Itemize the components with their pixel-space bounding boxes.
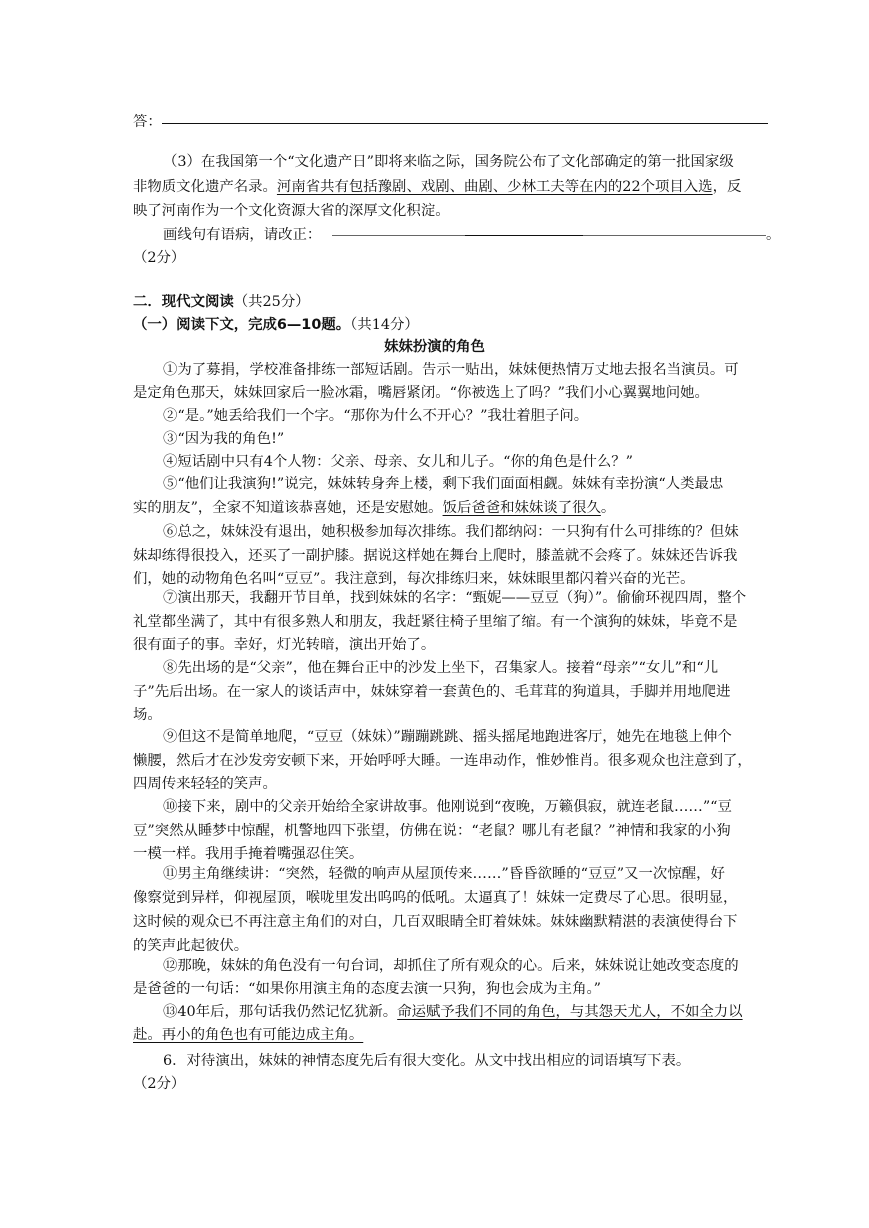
p9-line3: 四周传来轻轻的笑声。 [133,776,277,792]
p13-underlined-part1: 命运赋予我们不同的角色，与其怨天尤人，不如全力以 [397,1004,743,1020]
section2-subheading [133,313,419,334]
article-title: 妹妹扮演的角色 [384,339,485,355]
q3-prompt: 画线句有语病，请改正： [163,227,322,243]
section2-subheading-score: （共14分） [350,317,419,333]
p5-line2 [133,496,773,517]
p12-line2: 是爸爸的一句话：“如果你用演主角的态度去演一只狗，狗也会成为主角。” [133,981,602,997]
p11-line4: 的笑声此起彼伏。 [133,938,249,954]
q3-line3: 映了河南作为一个文化资源大省的深厚文化积淀。 [133,203,450,219]
p7-line2: 礼堂都坐满了，其中有很多熟人和朋友，我赶紧往椅子里缩了缩。有一个演狗的妹妹，毕竟不是 [133,614,738,630]
p13-line2 [133,1023,773,1044]
p5-line2-plain: 实的朋友”，全家不知道该恭喜她，还是安慰她。 [133,500,443,516]
p9-line2: 懒腰，然后才在沙发旁安顿下来，开始呼呼大睡。一连串动作，惟妙惟肖。很多观众也注意到了， [133,753,752,769]
p11-line1: ⑪男主角继续讲：“突然，轻微的响声从屋顶传来……”昏昏欲睡的“豆豆”又一次惊醒，好 [163,866,725,882]
section2-heading [133,290,310,311]
p10-line2: 豆”突然从睡梦中惊醒，机警地四下张望，仿佛在说：“老鼠？哪儿有老鼠？”神情和我家的小狗 [133,823,731,839]
section2-score: （共25分） [233,294,310,310]
p13-plain: ⑬40年后，那句话我仍然记忆犹新。 [163,1004,398,1020]
p13-underlined-part2: 赴。再小的角色也有可能边成主角。 [133,1027,364,1043]
q3-line2-tail: ，反 [712,179,742,195]
q3-points: （2分） [133,250,186,266]
p13-line1 [163,1000,803,1021]
p5-end: 。 [600,500,616,516]
p7-line3: 很有面子的事。幸好，灯光转暗，演出开始了。 [133,637,436,653]
answer-label: 答： [133,114,162,130]
p1-line2: 是定角色那天，妹妹回家后一脸冰霜，嘴唇紧闭。“你被选上了吗？”我们小心翼翼地问她。 [133,385,709,401]
p11-line3: 这时候的观众已不再注意主角们的对白，几百双眼睛全盯着妹妹。妹妹幽默精湛的表演使得台下 [133,914,738,930]
p8-line3: 场。 [133,707,162,723]
q3-line2 [133,175,773,196]
p1-line1: ①为了募捐，学校准备排练一部短话剧。告示一贴出，妹妹便热情万丈地去报名当演员。可 [163,362,739,378]
p10-line1: ⑩接下来，剧中的父亲开始给全家讲故事。他刚说到“夜晚，万籁俱寂，就连老鼠……”“豆 [163,799,732,815]
q3-underlined-sentence: 河南省共有包括豫剧、戏剧、曲剧、少林工夫等在内的22个项目入选 [276,179,713,195]
p8-line1: ⑧先出场的是“父亲”，他在舞台正中的沙发上坐下，召集家人。接着“母亲”“女儿”和“儿 [163,660,719,676]
p10-line3: 一模一样。我用手掩着嘴强忍住笑。 [133,846,364,862]
p7-line1: ⑦演出那天，我翻开节目单，找到妹妹的名字：“甄妮——豆豆（狗）”。偷偷环视四周，整个 [163,590,747,606]
answer-blank-line [162,123,768,124]
p6-line3: 们，她的动物角色名叫“豆豆”。我注意到，每次排练归来，妹妹眼里都闪着兴奋的光芒。 [133,571,695,587]
q3-line1: （3）在我国第一个“文化遗产日”即将来临之际，国务院公布了文化部确定的第一批国家级 [163,154,734,170]
q3-line2-plain: 非物质文化遗产名录。 [133,179,277,195]
p2: ②“是。”她丢给我们一个字。“那你为什么不开心？”我壮着胆子问。 [163,408,589,424]
p9-line1: ⑨但这不是简单地爬，“豆豆（妹妹）”蹦蹦跳跳、摇头摇尾地跑进客厅，她先在地毯上伸个 [163,729,732,745]
p6-line1: ⑥总之，妹妹没有退出，她积极参加每次排练。我们都纳闷：一只狗有什么可排练的？但妹 [163,524,739,540]
p5-line1: ⑤“他们让我演狗!”说完，妹妹转身奔上楼，剩下我们面面相觑。妹妹有幸扮演“人类最忠 [163,476,724,492]
q6-line1: 6．对待演出，妹妹的神情态度先后有很大变化。从文中找出相应的词语填写下表。 [163,1053,691,1069]
section2-subheading-text: （一）阅读下文，完成6—10题。 [133,317,351,333]
p5-underlined-sentence: 饭后爸爸和妹妹谈了很久 [442,500,601,516]
p6-line2: 妹却练得很投入，还买了一副护膝。据说这样她在舞台上爬时，膝盖就不会疼了。妹妹还告诉我 [133,548,738,564]
q6-points: （2分） [133,1076,186,1092]
q3-answer-blank-mid [465,235,583,236]
p11-line2: 像察觉到异样，仰视屋顶，喉咙里发出呜呜的低吼。太逼真了！妹妹一定费尽了心思。很明显， [133,890,738,906]
p3: ③“因为我的角色!” [163,431,285,447]
section2-heading-text: 二．现代文阅读 [133,294,234,310]
p12-line1: ⑫那晚，妹妹的角色没有一句台词，却抓住了所有观众的心。后来，妹妹说让她改变态度的 [163,958,739,974]
q3-prompt-end: 。 [766,227,781,243]
p4: ④短话剧中只有4个人物：父亲、母亲、女儿和儿子。“你的角色是什么？” [163,454,633,470]
p8-line2: 子”先后出场。在一家人的谈话声中，妹妹穿着一套黄色的、毛茸茸的狗道具，手脚并用地爬进 [133,684,731,700]
